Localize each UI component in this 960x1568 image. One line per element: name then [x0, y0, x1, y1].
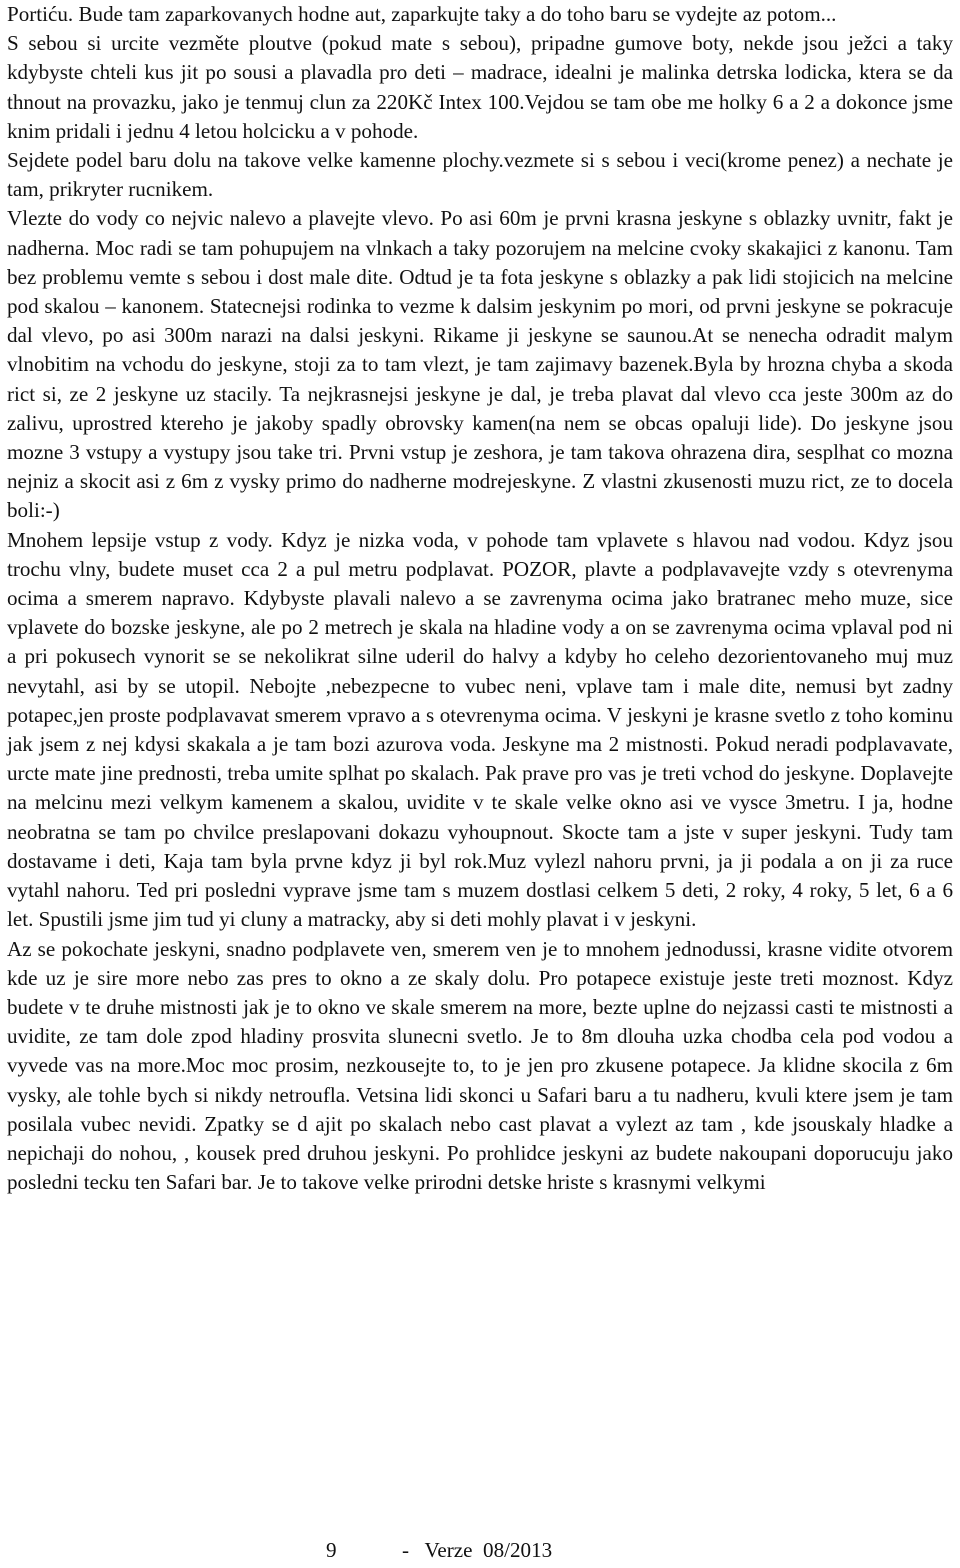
document-body: [7, 0, 953, 1197]
page-number: 9: [326, 1538, 337, 1562]
paragraph: Vlezte do vody co nejvic nalevo a plavejte vlevo. Po asi 60m je prvni krasna jeskyne s oblazky uvnitr, fakt je nadherna. Moc radi se tam pohupujem na vlnkach a taky pozorujem na melcine cvoky skakajici z kanonu. Tam bez problemu vemte s sebou i dost male dite. Odtud je ta fota jeskyne s oblazky a pak lidi stojicich na melcine pod skalou – kanonem. Statecnejsi rodinka to vezme k dalsim jeskynim po mori, od prvni jeskyne se pokracuje dal vlevo, po asi 300m narazi na dalsi jeskyni. Rikame ji jeskyne se saunou.At se nenecha odradit malym vlnobitim na vchodu do jeskyne, stoji za to tam vlezt, je tam zajimavy bazenek.Byla by hrozna chyba a skoda rict si, ze 2 jeskyne uz stacily. Ta nejkrasnejsi jeskyne je dal, je treba plavat dal vlevo cca jeste 300m az do zalivu, uprostred ktereho je jakoby spadly obrovsky kamen(na nem se obcas opaluji lide). Do jeskyne jsou mozne 3 vstupy a vystupy jsou take tri. Prvni vstup je zeshora, je tam takova ohrazena dira, sesplhat co mozna nejniz a skocit asi z 6m z vysky primo do nadherne modrejeskyne. Z vlastni zkusenosti muzu rict, ze to docela boli:-): [7, 206, 953, 523]
paragraph: Mnohem lepsije vstup z vody. Kdyz je nizka voda, v pohode tam vplavete s hlavou nad vodou. Kdyz jsou trochu vlny, budete muset cca 2 a pul metru podplavat. POZOR, plavte a podplavavejte vzdy s otevrenyma ocima a smerem napravo. Kdybyste plavali nalevo a se zavrenyma ocima jako bratranec meho muze, sice vplavete do bozske jeskyne, ale po 2 metrech je skala na hladine vody a on se zavrenyma ocima vplaval pod ni a pri pokusech vynorit se se nekolikrat silne uderil do halvy a kdyby ho celeho dezorientovaneho muj muz nevytahl, asi by se utopil. Nebojte ,nebezpecne to vubec neni, vplave tam i male dite, nemusi byt zadny potapec,jen proste podplavavat smerem vpravo a s otevrenyma ocima. V jeskyni je krasne svetlo z toho kominu jak jsem z nej kdysi skakala a je tam bozi azurova voda. Jeskyne ma 2 mistnosti. Pokud neradi podplavavate, urcte mate jine prednosti, treba umite splhat po skalach. Pak prave pro vas je treti vchod do jeskyne. Doplavejte na melcinu mezi velkym kamenem a skalou, uvidite v te skale velke okno asi ve vysce 3metru. I ja, hodne neobratna se tam po chvilce preslapovani dokazu vyhoupnout. Skocte tam a jste v super jeskyni. Tudy tam dostavame i deti, Kaja tam byla prvne kdyz ji byl rok.Muz vylezl nahoru prvni, ja ji podala a on ji za ruce vytahl nahoru. Ted pri posledni vyprave jsme tam s muzem dostlasi celkem 5 deti, 2 roky, 4 roky, 5 let, 6 a 6 let. Spustili jsme jim tud yi cluny a matracky, aby si deti mohly plavat i v jeskyni.: [7, 527, 953, 932]
paragraph: Sejdete podel baru dolu na takove velke kamenne plochy.vezmete si s sebou i veci(krome penez) a nechate je tam, prikryter rucnikem.: [7, 148, 953, 202]
paragraph: Portiću. Bude tam zaparkovanych hodne aut, zaparkujte taky a do toho baru se vydejte az potom...: [7, 2, 837, 26]
paragraph: S sebou si urcite vezměte ploutve (pokud mate s sebou), pripadne gumove boty, nekde jsou ježci a taky kdybyste chteli kus jit po sousi a plavadla pro deti – madrace, idealni je malinka detrska lodicka, ktera se da thnout na provazku, jako je tenmuj clun za 220Kč Intex 100.Vejdou se tam obe me holky 6 a 2 a dokonce jsme knim pridali i jednu 4 letou holcicku a v pohode.: [7, 31, 953, 143]
paragraph: Az se pokochate jeskyni, snadno podplavete ven, smerem ven je to mnohem jednodussi, krasne vidite otvorem kde uz je sire more nebo zas pres to okno a ze skaly dolu. Pro potapece existuje jeste treti moznost. Kdyz budete v te druhe mistnosti jak je to okno ve skale smerem na more, bezte uplne do nejzassi casti te mistnosti a uvidite, ze tam dole zpod hladiny prosvita slunecni svetlo. Je to 8m dlouha uzka chodba cela pod vodou a vyvede vas na more.Moc moc prosim, nezkousejte to, to je jen pro zkusene potapece. Ja klidne skocila z 6m vysky, ale tohle bych si nikdy netroufla. Vetsina lidi skonci u Safari baru a tu nadheru, kvuli ktere jsem je tam posilala vubec nevidi. Zpatky se d ajit po skalach nebo cast plavat a vylezt az tam , kde jsouskaly hladke a nepichaji do nohou, , kousek pred druhou jeskyni. Po prohlidce jeskyni az budete nakoupani doporucuju jako posledni tecku ten Safari bar. Je to takove velke prirodni detske hriste s krasnymi velkymi: [7, 936, 953, 1195]
version-label: - Verze 08/2013: [402, 1538, 553, 1562]
